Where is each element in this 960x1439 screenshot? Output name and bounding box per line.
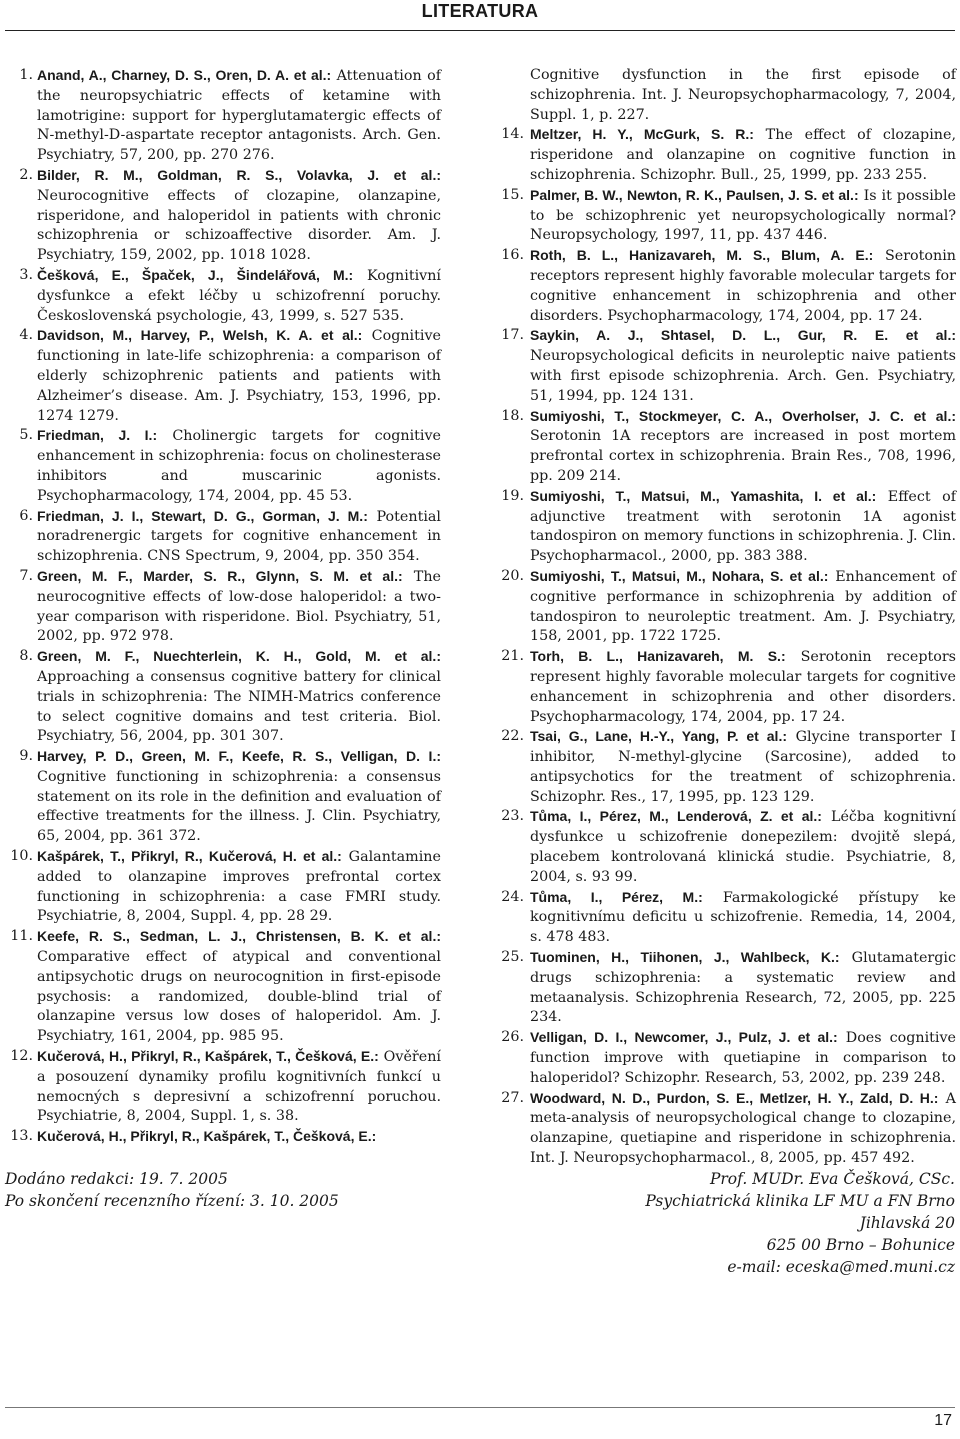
reference-item (9, 847, 441, 927)
reference-item (500, 186, 956, 246)
reference-item (500, 246, 956, 326)
reference-text: The effect of clozapine, risperidone and olanzapine on cognitive function in schizophrenia. Schizophr. Bull., 25, 1999, pp. 233 255. (530, 127, 956, 183)
reference-item (9, 326, 441, 426)
reference-authors: Velligan, D. I., Newcomer, J., Pulz, J. et al.: (530, 1029, 838, 1046)
reference-authors: Friedman, J. I., Stewart, D. G., Gorman, J. M.: (37, 507, 368, 524)
reference-item (500, 807, 956, 887)
reference-text: Cognitive functioning in late-life schizophrenia: a comparison of elderly schizophrenic patients and patients with Alzheimer’s disease. Am. J. Psychiatry, 153, 1996, pp. 1274 1279. (37, 328, 441, 424)
reference-authors: Sumiyoshi, T., Matsui, M., Nohara, S. et al.: (530, 567, 829, 584)
reference-authors: Kučerová, H., Přikryl, R., Kašpárek, T., Češková, E.: (37, 1128, 377, 1145)
reference-authors: Češková, E., Špaček, J., Šindelářová, M.: (37, 266, 354, 283)
reference-item (9, 567, 441, 647)
reference-authors: Woodward, N. D., Purdon, S. E., Metlzer, H. Y., Zald, D. H.: (530, 1089, 939, 1106)
reference-authors: Tůma, I., Pérez, M., Lenderová, Z. et al.: (530, 808, 822, 825)
footer-rule (5, 1407, 955, 1408)
reference-number: 25. (501, 949, 524, 966)
reference-text: Comparative effect of atypical and conventional antipsychotic drugs on neurocognition in first-episode psychosis: a randomized, double-blind trial of olanzapine versus low doses of haloperidol. Am. J. Psychiatry, 161, 2004, pp. 985 95. (37, 949, 441, 1045)
reference-number: 16. (501, 247, 524, 264)
reference-number: 4. (19, 327, 33, 344)
reference-number: 20. (501, 567, 524, 584)
reference-number: 14. (501, 126, 524, 143)
reference-number: 17. (501, 327, 524, 344)
reference-number: 3. (19, 266, 33, 283)
reference-item (9, 647, 441, 747)
reference-item (500, 647, 956, 727)
page-number: 17 (934, 1412, 952, 1429)
reference-text: Does cognitive function improve with quetiapine in comparison to haloperidol? Schizophr. Research, 53, 2002, pp. 239 248. (530, 1030, 956, 1086)
reference-text: Galantamine added to olanzapine improves prefrontal cortex functioning in schizophrenia: a case FMRI study. Psychiatrie, 8, 2004, Suppl. 4, pp. 28 29. (37, 849, 441, 925)
reference-text: Serotonin 1A receptors are increased in post mortem prefrontal cortex in schizophrenia. Brain Res., 708, 1996, pp. 209 214. (530, 428, 956, 484)
reference-number: 23. (501, 808, 524, 825)
reviewed-date: Po skončení recenzního řízení: 3. 10. 2005 (5, 1192, 339, 1210)
reference-item (9, 266, 441, 326)
reference-number: 8. (19, 648, 33, 665)
reference-number: 5. (19, 427, 33, 444)
reference-item (9, 927, 441, 1047)
reference-text: The neurocognitive effects of low-dose haloperidol: a two-year comparison with risperidone. Biol. Psychiatry, 51, 2002, pp. 972 978. (37, 568, 442, 645)
reference-number: 9. (19, 748, 33, 765)
reference-text: Neurocognitive effects of clozapine, olanzapine, risperidone, and haloperidol in patients with chronic schizophrenia or schizoaffective disorder. Am. J. Psychiatry, 159, 2002, pp. 1018 1028. (37, 187, 441, 264)
reference-item (9, 426, 441, 506)
reference-authors: Tsai, G., Lane, H.-Y., Yang, P. et al.: (530, 728, 787, 745)
section-title: LITERATURA (421, 1, 539, 21)
reference-text: Kognitivní dysfunkce a efekt léčby u schizofrenní poruchy. Československá psychologie, 43, 1999, s. 527 535. (37, 267, 441, 324)
reference-authors: Saykin, A. J., Shtasel, D. L., Gur, R. E. et al.: (530, 327, 956, 344)
reference-number: 12. (10, 1048, 33, 1065)
reference-item (9, 1047, 441, 1127)
reference-authors: Tůma, I., Pérez, M.: (530, 888, 703, 905)
reference-item (500, 487, 956, 567)
reference-text: Serotonin receptors represent highly favorable molecular targets for cognitive enhancement in schizophrenia and other disorders. Psychopharmacology, 174, 2004, pp. 17 24. (530, 649, 956, 725)
author-name: Prof. MUDr. Eva Češková, CSc. (709, 1170, 955, 1188)
reference-authors: Green, M. F., Nuechterlein, K. H., Gold, M. et al.: (37, 648, 441, 665)
author-email[interactable]: e-mail: eceska@med.muni.cz (727, 1258, 955, 1276)
reference-item (500, 727, 956, 807)
reference-authors: Bilder, R. M., Goldman, R. S., Volavka, J. et al.: (37, 166, 441, 183)
reference-number: 21. (501, 648, 524, 665)
reference-authors: Kašpárek, T., Přikryl, R., Kučerová, H. et al.: (37, 848, 342, 865)
reference-number: 13. (10, 1128, 33, 1145)
reference-authors: Keefe, R. S., Sedman, L. J., Christensen, B. K. et al.: (37, 928, 441, 945)
reference-text: Ověření a posouzení dynamiky profilu kognitivních funkcí u nemocných s depresivní a schizofrenní poruchou. Psychiatrie, 8, 2004, Suppl. 1, s. 38. (37, 1049, 441, 1125)
header-rule (5, 30, 955, 31)
reference-number: 15. (501, 186, 524, 203)
reference-item (9, 747, 441, 847)
reference-item (500, 66, 956, 125)
reference-authors: Friedman, J. I.: (37, 427, 158, 444)
reference-number: 2. (19, 166, 33, 183)
reference-text: Cognitive functioning in schizophrenia: a consensus statement on its role in the definition and evaluation of effective treatments for the illness. J. Clin. Psychiatry, 65, 2004, pp. 361 372. (37, 768, 441, 845)
author-address (645, 1168, 955, 1278)
reference-text: Cognitive dysfunction in the first episode of schizophrenia. Int. J. Neuropsychopharmacology, 7, 2004, Suppl. 1, p. 227. (530, 67, 956, 123)
reference-item (500, 125, 956, 185)
submission-dates (5, 1168, 339, 1212)
reference-number: 26. (501, 1029, 524, 1046)
author-street: Jihlavská 20 (859, 1214, 955, 1232)
reference-item (9, 166, 441, 266)
author-city: 625 00 Brno – Bohunice (766, 1236, 955, 1254)
reference-number: 11. (10, 928, 33, 945)
reference-item (9, 1127, 441, 1148)
reference-text: Approaching a consensus cognitive battery for clinical trials in schizophrenia: The NIMH-Matrics conference to select cognitive domains and test criteria. Biol. Psychiatry, 56, 2004, pp. 301 307. (37, 668, 441, 745)
reference-authors: Harvey, P. D., Green, M. F., Keefe, R. S., Velligan, D. I.: (37, 748, 441, 765)
reference-text: Enhancement of cognitive performance in schizophrenia by addition of tandospiron to neuroleptic treatment. Am. J. Psychiatry, 158, 2001, pp. 1722 1725. (530, 568, 956, 645)
reference-authors: Green, M. F., Marder, S. R., Glynn, S. M. et al.: (37, 567, 403, 584)
reference-number: 18. (501, 407, 524, 424)
reference-number: 24. (501, 888, 524, 905)
reference-authors: Kučerová, H., Přikryl, R., Kašpárek, T., Češková, E.: (37, 1048, 379, 1065)
reference-number: 19. (501, 487, 524, 504)
reference-authors: Sumiyoshi, T., Matsui, M., Yamashita, I. et al.: (530, 487, 877, 504)
reference-text: Attenuation of the neuropsychiatric effects of ketamine with lamotrigine: support for hyperglutamatergic effects of N-methyl-D-aspartate receptor antagonists. Arch. Gen. Psychiatry, 57, 200, pp. 270 276. (37, 68, 441, 164)
reference-item (500, 567, 956, 647)
reference-text: Serotonin receptors represent highly favorable molecular targets for cognitive enhancement in schizophrenia and other disorders. Psychopharmacology, 174, 2004, pp. 17 24. (530, 248, 956, 324)
reference-text: Glutamatergic drugs schizophrenia: a systematic review and metaanalysis. Schizophrenia Research, 72, 2005, pp. 225 234. (530, 950, 956, 1026)
reference-authors: Torh, B. L., Hanizavareh, M. S.: (530, 648, 786, 665)
reference-number: 27. (501, 1089, 524, 1106)
reference-text: Léčba kognitivní dysfunkce u schizofrenie donepezilem: dvojitě slepá, placebem kontrolovaná klinická studie. Psychiatrie, 8, 2004, s. 93 99. (530, 809, 957, 885)
reference-text: A meta-analysis of neuropsychological change to clozapine, olanzapine, quetiapine and risperidone in schizophrenia. Int. J. Neuropsychopharmacol., 8, 2005, pp. 457 492. (530, 1090, 956, 1167)
reference-authors: Sumiyoshi, T., Stockmeyer, C. A., Overholser, J. C. et al.: (530, 407, 956, 424)
reference-item (9, 507, 441, 567)
reference-authors: Tuominen, H., Tiihonen, J., Wahlbeck, K.: (530, 949, 840, 966)
reference-text: Effect of adjunctive treatment with serotonin 1A agonist tandospiron on memory functions in schizophrenia. J. Clin. Psychopharmacol., 2000, pp. 383 388. (530, 488, 956, 565)
reference-text: Farmakologické přístupy ke kognitivnímu deficitu u schizofrenie. Remedia, 14, 2004, s. 478 483. (530, 889, 956, 946)
reference-number: 22. (501, 728, 524, 745)
reference-authors: Meltzer, H. Y., McGurk, S. R.: (530, 126, 754, 143)
page-header (0, 0, 960, 37)
reference-text: Cholinergic targets for cognitive enhancement in schizophrenia: focus on cholinesterase inhibitors and muscarinic agonists. Psychopharmacology, 174, 2004, pp. 45 53. (37, 428, 441, 504)
reference-item (500, 948, 956, 1028)
reference-item (500, 1028, 956, 1088)
reference-item (500, 1089, 956, 1169)
reference-item (500, 326, 956, 406)
references-right-column (500, 66, 956, 1169)
reference-authors: Roth, B. L., Hanizavareh, M. S., Blum, A. E.: (530, 247, 874, 264)
reference-number: 10. (10, 848, 33, 865)
reference-number: 1. (19, 67, 33, 83)
reference-number: 7. (19, 567, 33, 584)
references-left-column (9, 66, 441, 1148)
reference-authors: Davidson, M., Harvey, P., Welsh, K. A. et al.: (37, 327, 363, 344)
reference-authors: Anand, A., Charney, D. S., Oren, D. A. et al.: (37, 67, 332, 83)
reference-text: Potential noradrenergic targets for cognitive enhancement in schizophrenia. CNS Spectrum, 9, 2004, pp. 350 354. (37, 508, 441, 565)
reference-item (500, 407, 956, 487)
reference-text: Is it possible to be schizophrenic yet neuropsychologically normal? Neuropsychology, 1997, 11, pp. 437 446. (530, 187, 956, 244)
reference-authors: Palmer, B. W., Newton, R. K., Paulsen, J. S. et al.: (530, 186, 859, 203)
reference-item (500, 888, 956, 948)
received-date: Dodáno redakci: 19. 7. 2005 (5, 1170, 228, 1188)
reference-text: Neuropsychological deficits in neuroleptic naive patients with first episode schizophrenia. Arch. Gen. Psychiatry, 51, 1994, pp. 124 131. (530, 348, 956, 404)
author-affiliation: Psychiatrická klinika LF MU a FN Brno (645, 1192, 955, 1210)
reference-item (9, 66, 441, 166)
reference-text: Glycine transporter I inhibitor, N-methyl-glycine (Sarcosine), added to antipsychotics for the treatment of schizophrenia. Schizophr. Res., 17, 1995, pp. 123 129. (530, 729, 956, 805)
reference-number: 6. (19, 507, 33, 524)
